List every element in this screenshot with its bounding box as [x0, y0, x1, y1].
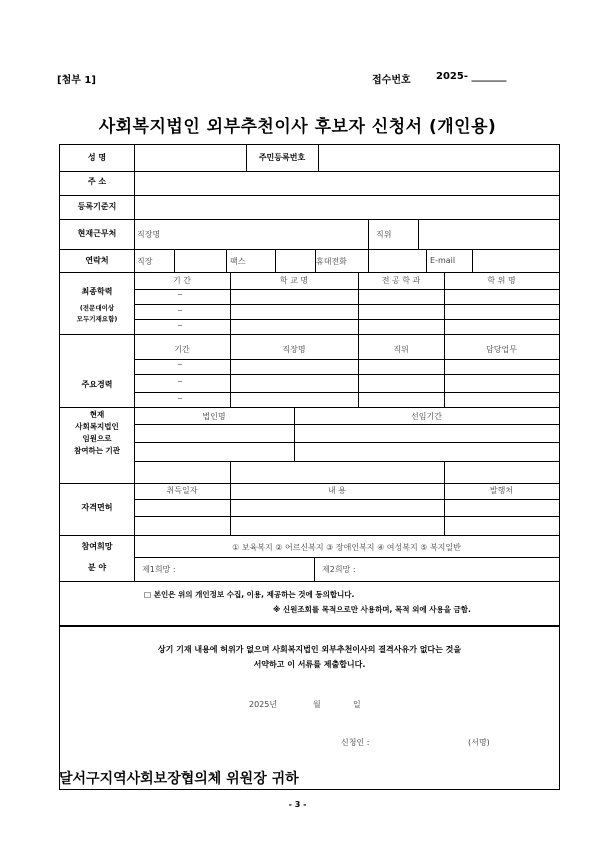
recipient-line: 달서구지역사회보장협의체 위원장 귀하 — [59, 771, 299, 787]
career-tilde: ~ — [177, 395, 183, 403]
board-label-4: 참여하는 기관 — [73, 446, 121, 455]
board-col-term: 선임기간 — [411, 412, 442, 421]
career-col-company: 직장명 — [282, 345, 306, 354]
applicant-label: 신청인 : — [341, 738, 370, 747]
attachment-label: [첨부 1] — [57, 75, 96, 86]
position-label: 직위 — [376, 230, 392, 239]
career-col-position: 직위 — [393, 345, 409, 354]
license-col-content: 내 용 — [328, 486, 346, 495]
contact-work-label: 직장 — [137, 257, 153, 266]
career-label: 주요경력 — [81, 380, 113, 389]
board-label-1: 현재 — [89, 410, 105, 419]
education-note-2: 모두기재요함) — [76, 315, 118, 323]
address-label: 주 소 — [87, 177, 107, 186]
name-label: 성 명 — [87, 153, 107, 162]
field-label-2: 분 야 — [87, 563, 107, 572]
consent-note: ※ 신원조회를 목적으로만 사용하며, 목적 외에 사용을 금함. — [273, 605, 471, 614]
application-form — [59, 144, 560, 626]
consent-checkbox-text[interactable]: □ 본인은 위의 개인정보 수집, 이용, 제공하는 것에 동의합니다. — [144, 590, 355, 599]
contact-fax-label: 팩스 — [230, 257, 246, 266]
career-col-duty: 담당업무 — [486, 345, 517, 354]
contact-email-label: E-mail — [430, 256, 456, 265]
contact-mobile-label: 휴대전화 — [316, 257, 347, 266]
education-tilde: ~ — [177, 291, 183, 299]
license-label: 자격면허 — [81, 503, 113, 512]
date-month: 월 — [313, 700, 321, 709]
career-col-period: 기간 — [174, 345, 190, 354]
workplace-label: 현재근무처 — [77, 229, 117, 238]
board-label-2: 사회복지법인 — [75, 422, 119, 431]
education-col-major: 전 공 학 과 — [381, 276, 421, 285]
license-col-issuer: 발행처 — [489, 486, 514, 495]
board-label-3: 임원으로 — [82, 434, 112, 443]
field-second-choice[interactable]: 제2희망 : — [322, 565, 356, 574]
education-tilde: ~ — [177, 307, 183, 315]
education-col-period: 기 간 — [173, 276, 191, 285]
field-first-choice[interactable]: 제1희망 : — [142, 565, 176, 574]
document-title: 사회복지법인 외부추천이사 후보자 신청서 (개인용) — [98, 117, 497, 137]
career-tilde: ~ — [177, 378, 183, 386]
workplace-name-label: 직장명 — [137, 230, 161, 239]
page-number: - 3 - — [288, 800, 307, 809]
field-label-1: 참여희망 — [81, 542, 113, 551]
career-tilde: ~ — [177, 361, 183, 369]
education-tilde: ~ — [177, 322, 183, 330]
education-label: 최종학력 — [81, 287, 113, 296]
signature-label[interactable]: (서명) — [468, 738, 490, 747]
receipt-number-label: 접수번호 — [372, 75, 411, 86]
rrn-label: 주민등록번호 — [258, 153, 306, 162]
pledge-line-1: 상기 기재 내용에 허위가 없으며 사회복지법인 외부추천이사의 결격사유가 없다는 것을 — [157, 645, 462, 654]
field-options: ① 보육복지 ② 어르신복지 ③ 장애인복지 ④ 여성복지 ⑤ 복지일반 — [232, 543, 461, 552]
date-day: 일 — [353, 700, 361, 709]
education-col-school: 학 교 명 — [279, 276, 309, 285]
education-col-degree: 학 위 명 — [487, 276, 516, 285]
board-col-corp: 법인명 — [202, 412, 226, 421]
domicile-label: 등록기준지 — [77, 202, 117, 211]
license-col-date: 취득일자 — [166, 486, 198, 495]
pledge-line-2: 서약하고 이 서류를 제출합니다. — [253, 660, 366, 669]
contact-label: 연락처 — [85, 256, 109, 265]
education-note-1: (전문대이상 — [79, 304, 115, 312]
date-year: 2025년 — [249, 700, 278, 709]
receipt-number-value[interactable]: 2025- _______ — [436, 71, 507, 82]
